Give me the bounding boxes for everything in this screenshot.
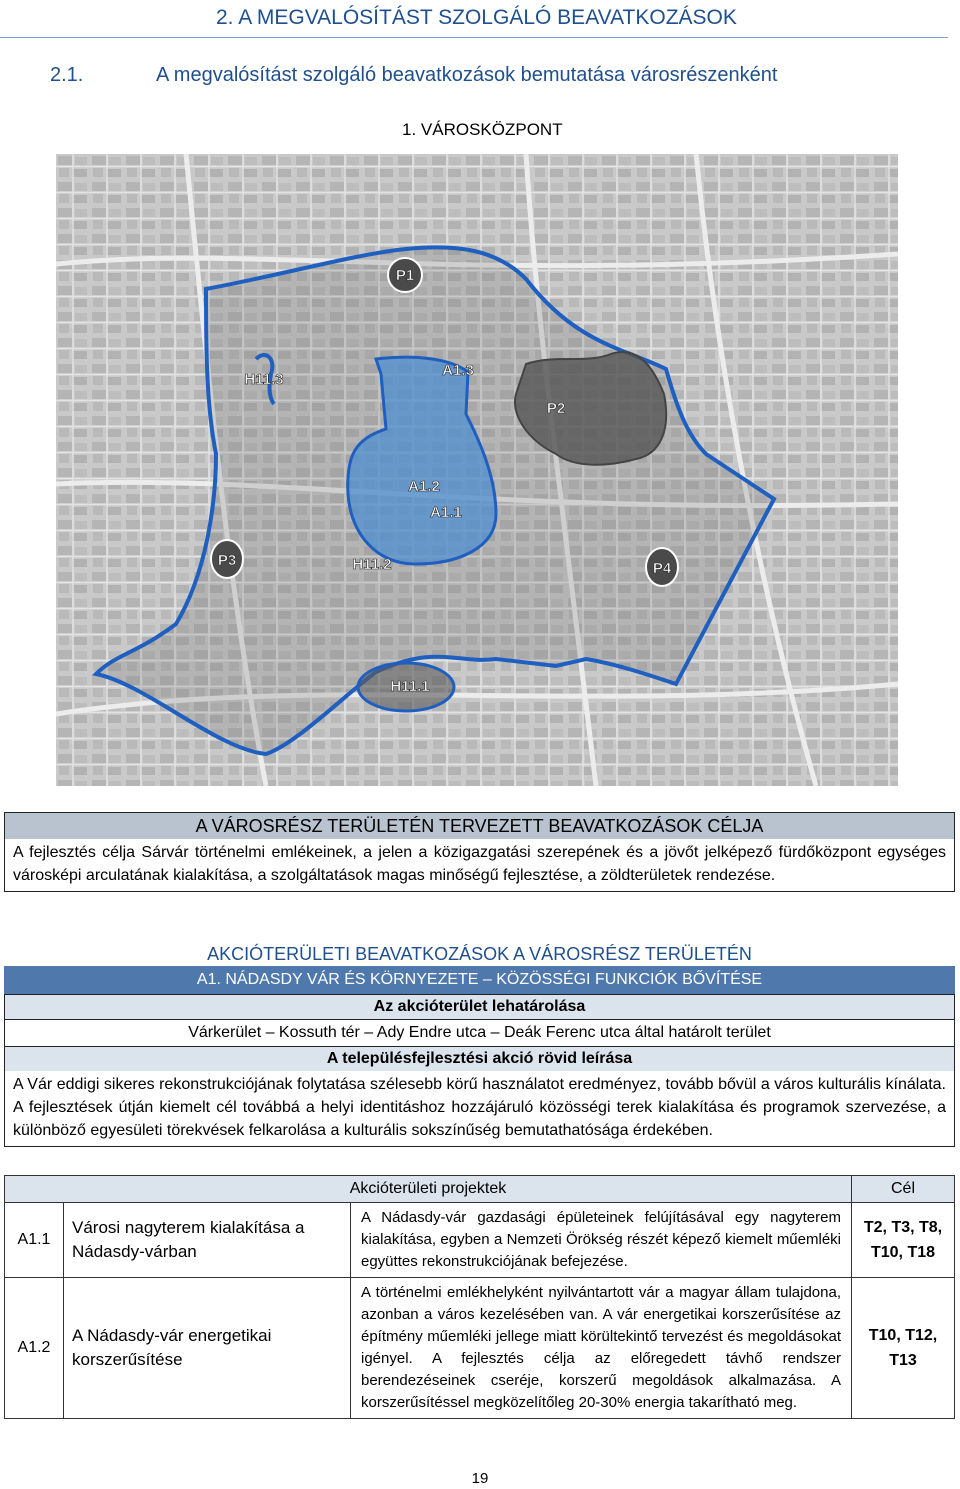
table-row — [5, 1203, 955, 1278]
district-map — [56, 154, 898, 786]
section-number: 2.1. — [50, 64, 84, 86]
description-text: A Vár eddigi sikeres rekonstrukciójának folytatása szélesebb körű használatot eredményez, tovább bővül a város kulturális kínálata. A fejlesztések útján kiemelt cél továbbá a helyi identitáshoz hozzájáruló közösségi terek kialakítása és programok szervezése, a különböző egyesületi törekvések felkarolása a kulturális sokszínűség bemutathatósága érdekében. — [13, 1076, 946, 1139]
project-goals: T10, T12, T13 — [852, 1278, 955, 1419]
table-row — [5, 1278, 955, 1419]
label-a1-3: A1.3 — [442, 362, 474, 379]
projects-header: Akcióterületi projektek — [5, 1176, 852, 1203]
action-area-a1-title: A1. NÁDASDY VÁR ÉS KÖRNYEZETE – KÖZÖSSÉGI FUNKCIÓK BŐVÍTÉSE — [4, 966, 955, 994]
page-number: 19 — [471, 1470, 489, 1487]
heading-rule — [0, 37, 948, 38]
label-p3: P3 — [217, 552, 237, 569]
label-a1-2: A1.2 — [408, 478, 440, 495]
action-area-details — [4, 994, 955, 1147]
project-name: A Nádasdy-vár energetikai korszerűsítése — [64, 1278, 351, 1419]
label-h11-2: H11.2 — [352, 556, 392, 573]
project-name: Városi nagyterem kialakítása a Nádasdy-várban — [64, 1203, 351, 1278]
projects-header-row — [5, 1176, 955, 1203]
section-title: A megvalósítást szolgáló beavatkozások bemutatása városrészenként — [156, 64, 778, 86]
goal-text: A fejlesztés célja Sárvár történelmi emlékeinek, a jelen a közigazgatási szerepének és a jövőt jelképező fürdőközpont egységes városképi arculatának kialakítása, a szolgáltatások magas minőségű fejlesztése, a zöldterületek rendezése. — [13, 844, 946, 884]
label-p4: P4 — [652, 560, 672, 577]
goal-header: Cél — [852, 1176, 955, 1203]
section-heading — [50, 64, 777, 87]
label-a1-1: A1.1 — [430, 504, 462, 521]
chapter-heading: 2. A MEGVALÓSÍTÁST SZOLGÁLÓ BEAVATKOZÁSOK — [216, 6, 737, 29]
label-p1: P1 — [395, 267, 415, 284]
boundary-text: Várkerület – Kossuth tér – Ady Endre utca – Deák Ferenc utca által határolt terület — [5, 1019, 954, 1047]
goal-title: A VÁROSRÉSZ TERÜLETÉN TERVEZETT BEAVATKOZÁSOK CÉLJA — [5, 813, 954, 839]
description-title: A településfejlesztési akció rövid leírása — [5, 1047, 954, 1071]
project-code: A1.2 — [5, 1278, 64, 1419]
boundary-title: Az akcióterület lehatárolása — [5, 995, 954, 1019]
project-code: A1.1 — [5, 1203, 64, 1278]
project-description: A történelmi emlékhelyként nyilvántartott vár a magyar állam tulajdona, azonban a város kezelésében van. A vár energetikai korszerűsítése az építmény műemléki jellege miatt körültekintő tervezést és megoldásokat igényel. A fejlesztés célja az előregedett távhő rendszer berendezéseinek cseréje, korszerű megoldások alkalmazása. A korszerűsítéssel megközelítőleg 20-30% energia takarítható meg. — [351, 1278, 852, 1419]
projects-table — [4, 1175, 955, 1419]
subsection-heading: 1. VÁROSKÖZPONT — [402, 120, 563, 139]
label-p2: P2 — [546, 400, 566, 417]
goal-section — [4, 812, 955, 892]
project-description: A Nádasdy-vár gazdasági épületeinek felújításával egy nagyterem kialakítása, egyben a Nemzeti Örökség részét képező kiemelt műemléki együttes rekonstrukciójának befejezése. — [351, 1203, 852, 1278]
action-areas-title: AKCIÓTERÜLETI BEAVATKOZÁSOK A VÁROSRÉSZ TERÜLETÉN — [207, 944, 752, 964]
label-h11-3: H11.3 — [244, 371, 284, 388]
project-goals: T2, T3, T8, T10, T18 — [852, 1203, 955, 1278]
label-h11-1: H11.1 — [390, 678, 430, 695]
